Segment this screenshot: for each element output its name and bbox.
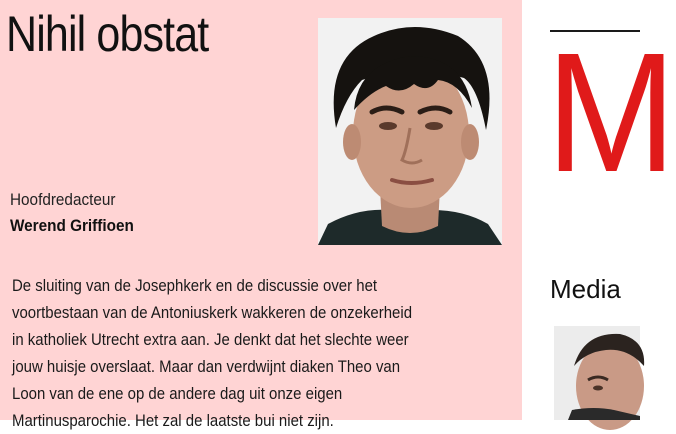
body-line: in katholiek Utrecht extra aan. Je denkt dat het slechte weer xyxy=(12,330,409,349)
column-body xyxy=(12,272,532,434)
body-line: jouw huisje overslaat. Maar dan verdwijnt diaken Theo van xyxy=(12,357,401,376)
body-line: voortbestaan van de Antoniuskerk wakkeren de onzekerheid xyxy=(12,303,413,322)
sidebar xyxy=(522,0,676,420)
body-line: De sluiting van de Josephkerk en de discussie over het xyxy=(12,276,378,295)
column-title: Nihil obstat xyxy=(6,6,209,62)
author-portrait-image xyxy=(318,18,502,245)
sidebar-section-label: Media xyxy=(550,274,621,304)
body-line: Martinusparochie. Het zal de laatste bui niet zijn. xyxy=(12,411,334,430)
author-role: Hoofdredacteur xyxy=(10,190,116,209)
sidebar-photo-image xyxy=(554,326,640,420)
sidebar-logo-letter: M xyxy=(546,18,676,208)
author-portrait xyxy=(318,18,502,245)
body-line: Loon van de ene op de andere dag uit onze eigen xyxy=(12,384,343,403)
author-name: Werend Griffioen xyxy=(10,216,134,235)
sidebar-photo xyxy=(554,326,640,420)
